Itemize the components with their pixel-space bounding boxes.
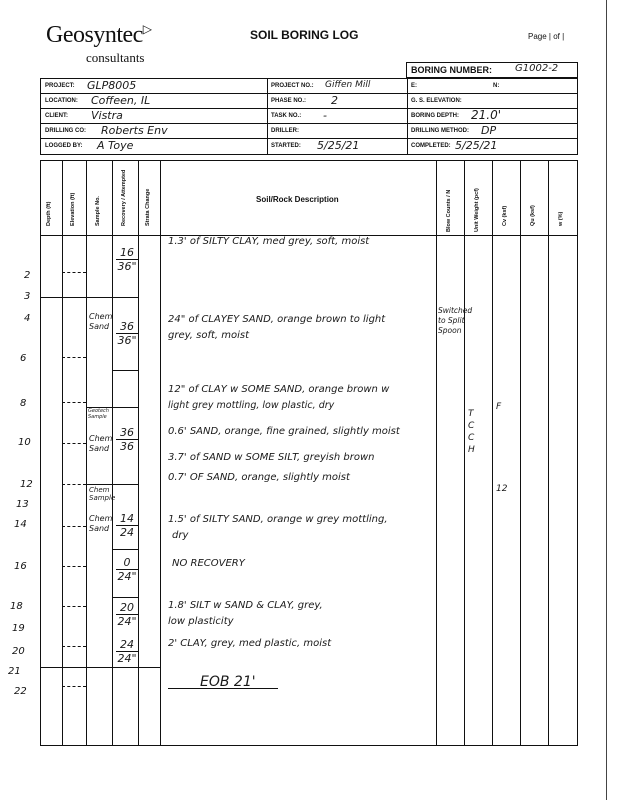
margin-depth: 21	[8, 666, 21, 677]
margin-depth: 10	[18, 437, 31, 448]
col-description: Soil/Rock Description	[256, 195, 339, 204]
project-no-value: Giffen Mill	[325, 80, 371, 90]
col-elevation: Elevation (ft)	[70, 192, 76, 226]
col-depth: Depth (ft)	[46, 201, 52, 226]
sample-note: Chem Sample	[89, 486, 116, 502]
margin-depth: 19	[12, 623, 25, 634]
col-strata: Strata Change	[145, 188, 151, 226]
drilling-co-value: Roberts Env	[101, 124, 168, 137]
recovery-entry	[116, 601, 138, 628]
margin-depth: 12	[20, 479, 33, 490]
sample-note: Chem Sand	[89, 514, 113, 533]
recovery-entry	[116, 512, 138, 539]
task-no-value: -	[323, 109, 327, 122]
col-unit-weight: Unit Weight (pcf)	[474, 188, 480, 232]
client-label: CLIENT:	[45, 113, 68, 119]
drilling-co-label: DRILLING CO:	[45, 128, 86, 134]
margin-depth: 8	[20, 398, 27, 409]
twelve-mark: 12	[496, 484, 508, 494]
recovery-den: 24	[120, 526, 134, 539]
description-line: 1.8' SILT w SAND & CLAY, grey,	[168, 600, 323, 611]
company-logo	[46, 22, 152, 49]
sample-note: Geotech Sample	[88, 408, 109, 420]
col-cv: Cv (ksf)	[502, 205, 508, 226]
recovery-den: 24"	[117, 615, 137, 628]
boring-depth-value: 21.0'	[471, 108, 502, 122]
g-elevation-label: G. S. ELEVATION:	[411, 98, 462, 104]
client-value: Vistra	[91, 109, 123, 122]
e-label: E:	[411, 83, 417, 89]
description-line: NO RECOVERY	[172, 558, 245, 569]
logged-by-value: A Toye	[97, 139, 134, 152]
end-of-boring: EOB 21'	[200, 674, 256, 690]
description-line: grey, soft, moist	[168, 330, 250, 341]
margin-depth: 13	[16, 499, 29, 510]
col-w: w (%)	[558, 211, 564, 226]
boring-number-label: BORING NUMBER:	[411, 65, 492, 75]
col-recovery: Recovery / Attempted	[121, 169, 127, 226]
recovery-num: 36	[116, 320, 138, 334]
recovery-entry	[116, 556, 138, 583]
description-line: 1.3' of SILTY CLAY, med grey, soft, moist	[168, 236, 370, 247]
started-value: 5/25/21	[317, 139, 360, 152]
logo-mark-icon: ▷	[142, 22, 152, 36]
margin-depth: 3	[24, 291, 31, 302]
logo-name: Geosyntec	[46, 22, 143, 48]
f-mark: F	[496, 402, 502, 412]
description-line: 24" of CLAYEY SAND, orange brown to light	[168, 314, 386, 325]
n-label: N:	[493, 83, 500, 89]
sample-note: Chem Sand	[89, 434, 113, 453]
recovery-num: 16	[116, 246, 138, 260]
drilling-method-label: DRILLING METHOD:	[411, 128, 469, 134]
logo-subtitle: consultants	[86, 50, 145, 65]
margin-depth: 22	[14, 686, 27, 697]
logged-by-label: LOGGED BY:	[45, 143, 83, 149]
blow-letters: T C C H	[468, 409, 475, 455]
description-line: 12" of CLAY w SOME SAND, orange brown w	[168, 384, 390, 395]
recovery-den: 36	[120, 440, 134, 453]
project-value: GLP8005	[87, 79, 137, 92]
recovery-entry	[116, 246, 138, 273]
info-table	[40, 78, 578, 155]
recovery-num: 24	[116, 638, 138, 652]
completed-label: COMPLETED:	[411, 143, 451, 149]
drilling-method-value: DP	[481, 124, 497, 137]
col-sample-no: Sample No.	[95, 196, 101, 226]
margin-depth: 14	[14, 519, 27, 530]
phase-no-value: 2	[331, 94, 338, 107]
col-blow-counts: Blow Counts / N	[446, 189, 452, 232]
description-line: 0.7' OF SAND, orange, slightly moist	[168, 472, 350, 483]
page-of: Page | of |	[528, 32, 565, 41]
description-line: 3.7' of SAND w SOME SILT, greyish brown	[168, 452, 375, 463]
driller-label: DRILLER:	[271, 128, 299, 134]
page-title: SOIL BORING LOG	[250, 28, 359, 42]
switched-note: Switched to Split Spoon	[438, 306, 473, 335]
margin-depth: 16	[14, 561, 27, 572]
project-no-label: PROJECT NO.:	[271, 83, 314, 89]
recovery-entry	[116, 638, 138, 665]
phase-no-label: PHASE NO.:	[271, 98, 307, 104]
margin-depth: 6	[20, 353, 27, 364]
recovery-num: 36	[116, 426, 138, 440]
recovery-entry	[116, 426, 138, 453]
description-line: low plasticity	[168, 616, 234, 627]
margin-depth: 2	[24, 270, 31, 281]
recovery-num: 20	[116, 601, 138, 615]
description-line: light grey mottling, low plastic, dry	[168, 400, 335, 411]
description-line: 1.5' of SILTY SAND, orange w grey mottling,	[168, 514, 388, 525]
recovery-entry	[116, 320, 138, 347]
margin-depth: 18	[10, 601, 23, 612]
boring-number-value: G1002-2	[515, 63, 559, 74]
recovery-num: 14	[116, 512, 138, 526]
recovery-den: 24"	[117, 570, 137, 583]
description-line: dry	[172, 530, 189, 541]
location-label: LOCATION:	[45, 98, 78, 104]
project-label: PROJECT:	[45, 83, 75, 89]
boring-number-box	[406, 62, 578, 78]
recovery-den: 36"	[117, 260, 137, 273]
recovery-num: 0	[116, 556, 138, 570]
description-line: 0.6' SAND, orange, fine grained, slightly moist	[168, 426, 400, 437]
margin-depth: 4	[24, 313, 31, 324]
started-label: STARTED:	[271, 143, 301, 149]
completed-value: 5/25/21	[455, 139, 498, 152]
sample-note: Chem Sand	[89, 312, 113, 331]
col-qu: Qu (ksf)	[530, 205, 536, 226]
description-line: 2' CLAY, grey, med plastic, moist	[168, 638, 332, 649]
location-value: Coffeen, IL	[91, 94, 151, 107]
task-no-label: TASK NO.:	[271, 113, 302, 119]
recovery-den: 36"	[117, 334, 137, 347]
recovery-den: 24"	[117, 652, 137, 665]
margin-depth: 20	[12, 646, 25, 657]
boring-depth-label: BORING DEPTH:	[411, 113, 459, 119]
